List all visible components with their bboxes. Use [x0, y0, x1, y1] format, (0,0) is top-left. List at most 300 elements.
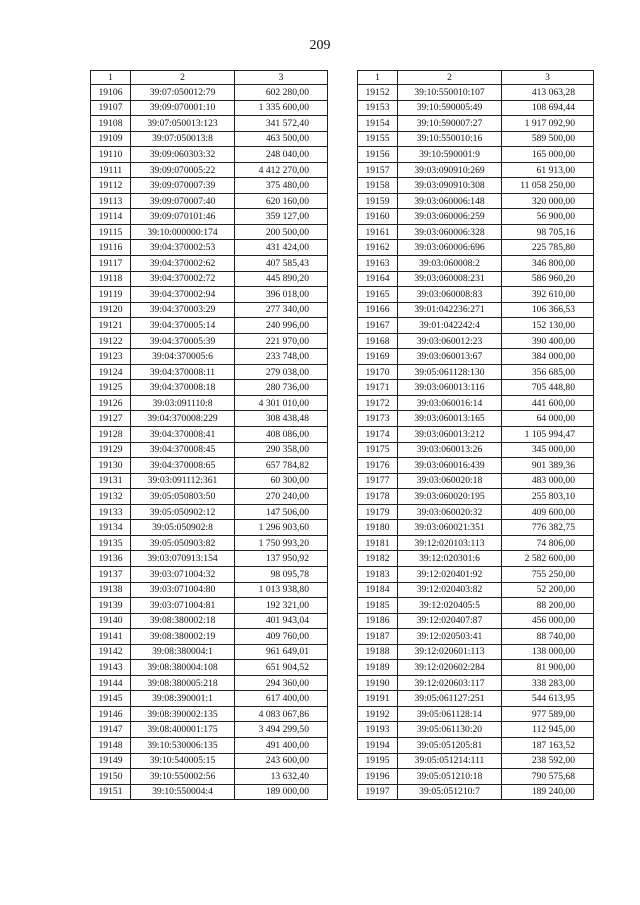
row-index-cell: 19184	[358, 582, 398, 598]
value-cell: 1 335 600,00	[235, 100, 328, 116]
cadastral-number-cell: 39:08:390002:135	[131, 706, 235, 722]
value-cell: 356 685,00	[502, 364, 594, 380]
table-row	[91, 287, 328, 303]
value-cell: 277 340,00	[235, 302, 328, 318]
row-index-cell: 19148	[91, 737, 131, 753]
table-row	[358, 504, 594, 520]
row-index-cell: 19189	[358, 660, 398, 676]
table-row	[91, 504, 328, 520]
table-row	[358, 100, 594, 116]
table-row	[91, 551, 328, 567]
cadastral-number-cell: 39:03:060013:165	[398, 411, 502, 427]
value-cell: 279 038,00	[235, 364, 328, 380]
row-index-cell: 19109	[91, 131, 131, 147]
value-cell: 617 400,00	[235, 691, 328, 707]
value-cell: 409 600,00	[502, 504, 594, 520]
table-row	[91, 147, 328, 163]
row-index-cell: 19122	[91, 333, 131, 349]
cadastral-number-cell: 39:03:060006:328	[398, 224, 502, 240]
value-cell: 137 950,92	[235, 551, 328, 567]
row-index-cell: 19187	[358, 629, 398, 645]
row-index-cell: 19188	[358, 644, 398, 660]
table-row	[91, 753, 328, 769]
row-index-cell: 19160	[358, 209, 398, 225]
value-cell: 165 000,00	[502, 147, 594, 163]
cadastral-number-cell: 39:03:060006:696	[398, 240, 502, 256]
row-index-cell: 19120	[91, 302, 131, 318]
value-cell: 4 083 067,86	[235, 706, 328, 722]
value-cell: 456 000,00	[502, 613, 594, 629]
cadastral-number-cell: 39:12:020603:117	[398, 675, 502, 691]
cadastral-number-cell: 39:05:061127:251	[398, 691, 502, 707]
table-row	[91, 271, 328, 287]
table-row	[358, 566, 594, 582]
column-header-index: 1	[91, 71, 131, 85]
value-cell: 189 240,00	[502, 784, 594, 800]
cadastral-number-cell: 39:08:400001:175	[131, 722, 235, 738]
cadastral-number-cell: 39:09:070007:39	[131, 178, 235, 194]
value-cell: 108 694,44	[502, 100, 594, 116]
cadastral-number-cell: 39:09:070007:40	[131, 193, 235, 209]
cadastral-number-cell: 39:10:000000:174	[131, 224, 235, 240]
cadastral-number-cell: 39:03:091112:361	[131, 473, 235, 489]
table-row	[358, 178, 594, 194]
table-row	[91, 240, 328, 256]
table-row	[358, 427, 594, 443]
value-cell: 705 448,80	[502, 380, 594, 396]
row-index-cell: 19167	[358, 318, 398, 334]
value-cell: 4 412 270,00	[235, 162, 328, 178]
row-index-cell: 19128	[91, 427, 131, 443]
cadastral-number-cell: 39:05:051210:18	[398, 769, 502, 785]
table-row	[91, 333, 328, 349]
value-cell: 589 500,00	[502, 131, 594, 147]
value-cell: 52 200,00	[502, 582, 594, 598]
column-header-cadastral-number: 2	[131, 71, 235, 85]
row-index-cell: 19107	[91, 100, 131, 116]
value-cell: 401 943,04	[235, 613, 328, 629]
table-row	[358, 489, 594, 505]
value-cell: 187 163,52	[502, 737, 594, 753]
cadastral-number-cell: 39:03:060016:14	[398, 395, 502, 411]
value-cell: 338 283,00	[502, 675, 594, 691]
value-cell: 657 784,82	[235, 458, 328, 474]
cadastral-number-cell: 39:12:020103:113	[398, 535, 502, 551]
cadastral-number-cell: 39:10:550010:16	[398, 131, 502, 147]
cadastral-number-cell: 39:03:090910:269	[398, 162, 502, 178]
cadastral-number-cell: 39:08:380005:218	[131, 675, 235, 691]
row-index-cell: 19112	[91, 178, 131, 194]
value-cell: 3 494 299,50	[235, 722, 328, 738]
value-cell: 483 000,00	[502, 473, 594, 489]
table-row	[358, 613, 594, 629]
table-body-right	[358, 85, 594, 800]
cadastral-number-cell: 39:04:370008:41	[131, 427, 235, 443]
cadastral-number-cell: 39:04:370008:229	[131, 411, 235, 427]
cadastral-number-cell: 39:04:370002:53	[131, 240, 235, 256]
table-row	[358, 395, 594, 411]
table-row	[91, 473, 328, 489]
column-header-value: 3	[235, 71, 328, 85]
table-row	[358, 598, 594, 614]
value-cell: 233 748,00	[235, 349, 328, 365]
value-cell: 620 160,00	[235, 193, 328, 209]
table-header-row	[91, 71, 328, 85]
value-cell: 98 095,78	[235, 566, 328, 582]
value-cell: 341 572,40	[235, 116, 328, 132]
cadastral-number-cell: 39:04:370003:29	[131, 302, 235, 318]
row-index-cell: 19135	[91, 535, 131, 551]
row-index-cell: 19146	[91, 706, 131, 722]
registry-table-left	[90, 70, 328, 800]
cadastral-number-cell: 39:03:060008:231	[398, 271, 502, 287]
cadastral-number-cell: 39:12:020503:41	[398, 629, 502, 645]
value-cell: 390 400,00	[502, 333, 594, 349]
cadastral-number-cell: 39:05:061128:14	[398, 706, 502, 722]
cadastral-number-cell: 39:03:060008:83	[398, 287, 502, 303]
row-index-cell: 19139	[91, 598, 131, 614]
table-row	[358, 85, 594, 101]
table-row	[358, 256, 594, 272]
value-cell: 491 400,00	[235, 737, 328, 753]
table-row	[91, 411, 328, 427]
table-row	[91, 458, 328, 474]
row-index-cell: 19177	[358, 473, 398, 489]
cadastral-number-cell: 39:03:060006:259	[398, 209, 502, 225]
table-row	[358, 706, 594, 722]
row-index-cell: 19192	[358, 706, 398, 722]
table-row	[91, 520, 328, 536]
table-row	[358, 240, 594, 256]
row-index-cell: 19113	[91, 193, 131, 209]
cadastral-number-cell: 39:04:370002:94	[131, 287, 235, 303]
table-body-left	[91, 85, 328, 800]
value-cell: 152 130,00	[502, 318, 594, 334]
table-row	[358, 116, 594, 132]
registry-table-right	[357, 70, 594, 800]
row-index-cell: 19182	[358, 551, 398, 567]
table-row	[91, 349, 328, 365]
cadastral-number-cell: 39:03:070913:154	[131, 551, 235, 567]
table-row	[91, 675, 328, 691]
cadastral-number-cell: 39:08:380002:18	[131, 613, 235, 629]
row-index-cell: 19166	[358, 302, 398, 318]
row-index-cell: 19127	[91, 411, 131, 427]
cadastral-number-cell: 39:05:050902:8	[131, 520, 235, 536]
row-index-cell: 19144	[91, 675, 131, 691]
cadastral-number-cell: 39:04:370005:14	[131, 318, 235, 334]
value-cell: 200 500,00	[235, 224, 328, 240]
cadastral-number-cell: 39:05:050902:12	[131, 504, 235, 520]
row-index-cell: 19150	[91, 769, 131, 785]
cadastral-number-cell: 39:12:020403:82	[398, 582, 502, 598]
value-cell: 463 500,00	[235, 131, 328, 147]
row-index-cell: 19197	[358, 784, 398, 800]
cadastral-number-cell: 39:04:370002:72	[131, 271, 235, 287]
row-index-cell: 19115	[91, 224, 131, 240]
table-row	[91, 489, 328, 505]
cadastral-number-cell: 39:07:050013:8	[131, 131, 235, 147]
cadastral-number-cell: 39:03:060016:439	[398, 458, 502, 474]
value-cell: 189 000,00	[235, 784, 328, 800]
value-cell: 11 058 250,00	[502, 178, 594, 194]
cadastral-number-cell: 39:03:060008:2	[398, 256, 502, 272]
table-row	[91, 162, 328, 178]
row-index-cell: 19152	[358, 85, 398, 101]
cadastral-number-cell: 39:10:530006:135	[131, 737, 235, 753]
row-index-cell: 19114	[91, 209, 131, 225]
table-row	[91, 691, 328, 707]
value-cell: 544 613,95	[502, 691, 594, 707]
cadastral-number-cell: 39:03:060013:67	[398, 349, 502, 365]
table-row	[91, 582, 328, 598]
value-cell: 375 480,00	[235, 178, 328, 194]
table-row	[91, 364, 328, 380]
table-row	[91, 660, 328, 676]
row-index-cell: 19143	[91, 660, 131, 676]
row-index-cell: 19134	[91, 520, 131, 536]
cadastral-number-cell: 39:04:370008:11	[131, 364, 235, 380]
value-cell: 106 366,53	[502, 302, 594, 318]
value-cell: 320 000,00	[502, 193, 594, 209]
cadastral-number-cell: 39:10:590007:27	[398, 116, 502, 132]
row-index-cell: 19181	[358, 535, 398, 551]
row-index-cell: 19157	[358, 162, 398, 178]
row-index-cell: 19193	[358, 722, 398, 738]
value-cell: 138 000,00	[502, 644, 594, 660]
row-index-cell: 19159	[358, 193, 398, 209]
value-cell: 74 806,00	[502, 535, 594, 551]
row-index-cell: 19155	[358, 131, 398, 147]
cadastral-number-cell: 39:03:060020:32	[398, 504, 502, 520]
row-index-cell: 19191	[358, 691, 398, 707]
value-cell: 81 900,00	[502, 660, 594, 676]
cadastral-number-cell: 39:12:020405:5	[398, 598, 502, 614]
value-cell: 586 960,20	[502, 271, 594, 287]
value-cell: 384 000,00	[502, 349, 594, 365]
value-cell: 240 996,00	[235, 318, 328, 334]
cadastral-number-cell: 39:10:590005:49	[398, 100, 502, 116]
value-cell: 88 200,00	[502, 598, 594, 614]
row-index-cell: 19161	[358, 224, 398, 240]
table-row	[91, 535, 328, 551]
table-row	[91, 209, 328, 225]
cadastral-number-cell: 39:07:050013:123	[131, 116, 235, 132]
value-cell: 225 785,80	[502, 240, 594, 256]
value-cell: 1 750 993,20	[235, 535, 328, 551]
row-index-cell: 19106	[91, 85, 131, 101]
row-index-cell: 19179	[358, 504, 398, 520]
table-row	[91, 644, 328, 660]
table-row	[91, 395, 328, 411]
table-row	[358, 364, 594, 380]
cadastral-number-cell: 39:03:060013:116	[398, 380, 502, 396]
row-index-cell: 19118	[91, 271, 131, 287]
value-cell: 112 945,00	[502, 722, 594, 738]
value-cell: 221 970,00	[235, 333, 328, 349]
table-row	[91, 442, 328, 458]
cadastral-number-cell: 39:03:060006:148	[398, 193, 502, 209]
table-row	[91, 784, 328, 800]
row-index-cell: 19171	[358, 380, 398, 396]
table-row	[358, 287, 594, 303]
cadastral-number-cell: 39:09:070101:46	[131, 209, 235, 225]
row-index-cell: 19164	[358, 271, 398, 287]
row-index-cell: 19151	[91, 784, 131, 800]
table-row	[358, 644, 594, 660]
table-row	[358, 131, 594, 147]
table-row	[358, 411, 594, 427]
cadastral-number-cell: 39:04:370008:18	[131, 380, 235, 396]
table-row	[91, 193, 328, 209]
row-index-cell: 19178	[358, 489, 398, 505]
table-row	[358, 209, 594, 225]
value-cell: 238 592,00	[502, 753, 594, 769]
row-index-cell: 19158	[358, 178, 398, 194]
row-index-cell: 19153	[358, 100, 398, 116]
row-index-cell: 19185	[358, 598, 398, 614]
cadastral-number-cell: 39:03:091110:8	[131, 395, 235, 411]
value-cell: 901 389,36	[502, 458, 594, 474]
row-index-cell: 19162	[358, 240, 398, 256]
value-cell: 4 301 010,00	[235, 395, 328, 411]
cadastral-number-cell: 39:03:060012:23	[398, 333, 502, 349]
value-cell: 431 424,00	[235, 240, 328, 256]
cadastral-number-cell: 39:03:071004:32	[131, 566, 235, 582]
cadastral-number-cell: 39:04:370005:39	[131, 333, 235, 349]
table-row	[91, 566, 328, 582]
table-row	[91, 769, 328, 785]
table-row	[358, 318, 594, 334]
row-index-cell: 19172	[358, 395, 398, 411]
value-cell: 790 575,68	[502, 769, 594, 785]
value-cell: 61 913,00	[502, 162, 594, 178]
table-row	[358, 629, 594, 645]
value-cell: 345 000,00	[502, 442, 594, 458]
cadastral-number-cell: 39:04:370002:62	[131, 256, 235, 272]
value-cell: 961 649,01	[235, 644, 328, 660]
table-row	[358, 737, 594, 753]
cadastral-number-cell: 39:05:050803:50	[131, 489, 235, 505]
cadastral-number-cell: 39:12:020401:92	[398, 566, 502, 582]
table-row	[91, 722, 328, 738]
cadastral-number-cell: 39:05:061130:20	[398, 722, 502, 738]
value-cell: 359 127,00	[235, 209, 328, 225]
cadastral-number-cell: 39:03:060013:26	[398, 442, 502, 458]
value-cell: 408 086,00	[235, 427, 328, 443]
cadastral-number-cell: 39:09:060303:32	[131, 147, 235, 163]
row-index-cell: 19137	[91, 566, 131, 582]
value-cell: 1 296 903,60	[235, 520, 328, 536]
table-row	[91, 613, 328, 629]
table-row	[91, 706, 328, 722]
cadastral-number-cell: 39:03:090910:308	[398, 178, 502, 194]
table-row	[358, 722, 594, 738]
table-row	[358, 769, 594, 785]
value-cell: 243 600,00	[235, 753, 328, 769]
row-index-cell: 19196	[358, 769, 398, 785]
value-cell: 1 105 994,47	[502, 427, 594, 443]
value-cell: 64 000,00	[502, 411, 594, 427]
cadastral-number-cell: 39:10:550002:56	[131, 769, 235, 785]
row-index-cell: 19195	[358, 753, 398, 769]
value-cell: 270 240,00	[235, 489, 328, 505]
row-index-cell: 19140	[91, 613, 131, 629]
table-row	[91, 737, 328, 753]
row-index-cell: 19117	[91, 256, 131, 272]
value-cell: 413 063,28	[502, 85, 594, 101]
value-cell: 98 705,16	[502, 224, 594, 240]
row-index-cell: 19165	[358, 287, 398, 303]
table-row	[358, 271, 594, 287]
table-row	[358, 675, 594, 691]
value-cell: 60 300,00	[235, 473, 328, 489]
value-cell: 13 632,40	[235, 769, 328, 785]
row-index-cell: 19176	[358, 458, 398, 474]
row-index-cell: 19154	[358, 116, 398, 132]
cadastral-number-cell: 39:09:070001:10	[131, 100, 235, 116]
row-index-cell: 19119	[91, 287, 131, 303]
cadastral-number-cell: 39:05:051210:7	[398, 784, 502, 800]
table-row	[91, 318, 328, 334]
table-header-row	[358, 71, 594, 85]
value-cell: 441 600,00	[502, 395, 594, 411]
row-index-cell: 19173	[358, 411, 398, 427]
table-row	[91, 131, 328, 147]
value-cell: 651 904,52	[235, 660, 328, 676]
row-index-cell: 19169	[358, 349, 398, 365]
table-row	[358, 442, 594, 458]
value-cell: 294 360,00	[235, 675, 328, 691]
value-cell: 755 250,00	[502, 566, 594, 582]
row-index-cell: 19125	[91, 380, 131, 396]
column-header-index: 1	[358, 71, 398, 85]
cadastral-number-cell: 39:12:020602:284	[398, 660, 502, 676]
row-index-cell: 19190	[358, 675, 398, 691]
row-index-cell: 19130	[91, 458, 131, 474]
value-cell: 445 890,20	[235, 271, 328, 287]
value-cell: 56 900,00	[502, 209, 594, 225]
value-cell: 248 040,00	[235, 147, 328, 163]
table-row	[91, 256, 328, 272]
cadastral-number-cell: 39:05:051205:81	[398, 737, 502, 753]
cadastral-number-cell: 39:12:020601:113	[398, 644, 502, 660]
cadastral-number-cell: 39:10:550004:4	[131, 784, 235, 800]
cadastral-number-cell: 39:04:370008:65	[131, 458, 235, 474]
table-row	[358, 147, 594, 163]
value-cell: 977 589,00	[502, 706, 594, 722]
row-index-cell: 19121	[91, 318, 131, 334]
value-cell: 280 736,00	[235, 380, 328, 396]
row-index-cell: 19175	[358, 442, 398, 458]
table-row	[358, 380, 594, 396]
table-row	[358, 660, 594, 676]
table-row	[358, 224, 594, 240]
column-header-value: 3	[502, 71, 594, 85]
row-index-cell: 19142	[91, 644, 131, 660]
table-row	[358, 302, 594, 318]
row-index-cell: 19123	[91, 349, 131, 365]
cadastral-number-cell: 39:03:060020:195	[398, 489, 502, 505]
table-row	[358, 162, 594, 178]
table-row	[91, 116, 328, 132]
cadastral-number-cell: 39:03:060020:18	[398, 473, 502, 489]
table-row	[91, 85, 328, 101]
row-index-cell: 19136	[91, 551, 131, 567]
cadastral-number-cell: 39:08:380002:19	[131, 629, 235, 645]
row-index-cell: 19131	[91, 473, 131, 489]
row-index-cell: 19124	[91, 364, 131, 380]
